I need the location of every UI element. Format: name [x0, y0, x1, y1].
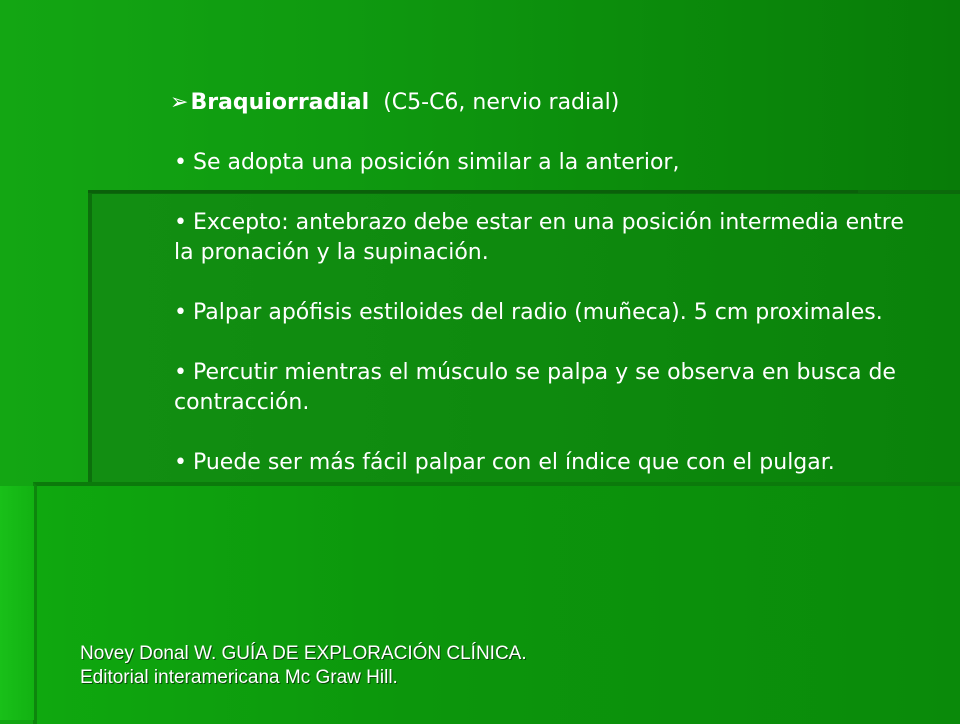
bullet-dot-icon: • [174, 150, 187, 175]
slide-title: Braquiorradial [190, 90, 370, 115]
bullet-dot-icon: • [174, 300, 187, 325]
bullet-text: Palpar apófisis estiloides del radio (muñeca). 5 cm proximales. [192, 300, 883, 325]
bullet-dot-icon: • [174, 360, 187, 385]
bullet-item [174, 448, 914, 478]
slide-content [170, 88, 914, 478]
bullet-text: Puede ser más fácil palpar con el índice que con el pulgar. [192, 450, 835, 475]
bullet-dot-icon: • [174, 450, 187, 475]
background-panel-left-strip [0, 486, 34, 720]
slide-title-suffix: (C5-C6, nervio radial) [383, 90, 620, 115]
bullet-dot-icon: • [174, 210, 187, 235]
bullet-text: Excepto: antebrazo debe estar en una posición intermedia entre la pronación y la supinación. [174, 210, 904, 265]
reference-line-2: Editorial interamericana Mc Graw Hill. [80, 667, 398, 688]
bullet-item [174, 148, 914, 178]
bullet-item [174, 358, 914, 418]
reference-line-1: Novey Donal W. GUÍA DE EXPLORACIÓN CLÍNICA. [80, 643, 527, 664]
bullet-item [174, 298, 914, 328]
bullet-item [174, 208, 914, 268]
arrow-bullet-icon: ➢ [170, 90, 189, 115]
title-line [170, 88, 914, 118]
reference-citation [80, 642, 527, 690]
bullet-text: Se adopta una posición similar a la anterior, [192, 150, 680, 175]
bullet-text: Percutir mientras el músculo se palpa y se observa en busca de contracción. [174, 360, 896, 415]
